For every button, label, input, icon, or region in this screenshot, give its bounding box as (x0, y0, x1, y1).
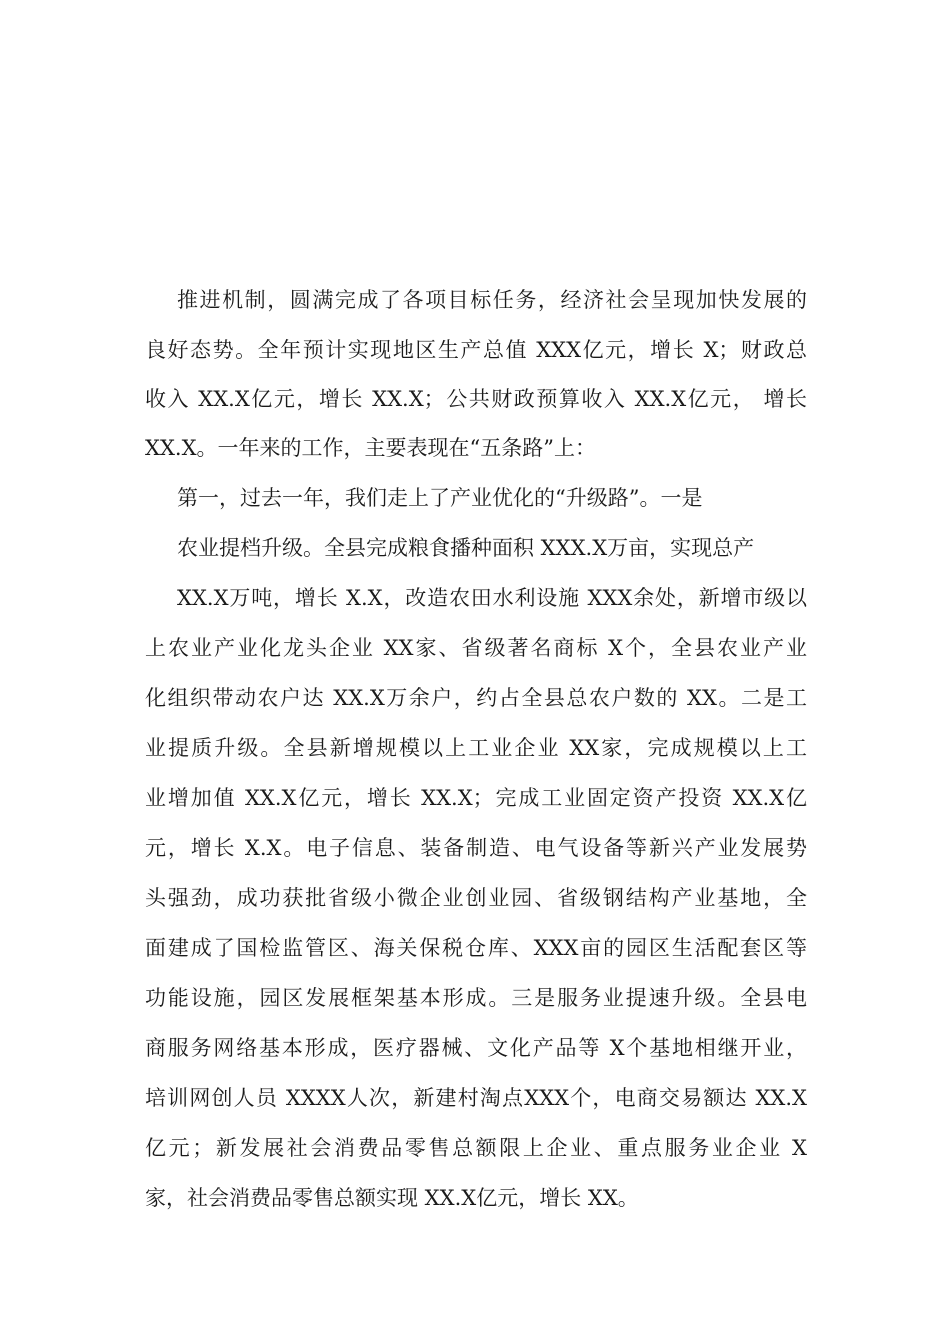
paragraph-line: 收入 XX.X亿元，增长 XX.X；公共财政预算收入 XX.X亿元， 增长 (145, 387, 807, 411)
paragraph-line: 化组织带动农户达 XX.X万余户，约占全县总农户数的 XX。二是工 (145, 686, 807, 710)
paragraph-line: XX.X。一年来的工作，主要表现在“五条路”上： (145, 436, 596, 460)
paragraph-line: 元，增长 X.X。电子信息、装备制造、电气设备等新兴产业发展势 (145, 836, 807, 860)
paragraph-line: 第一，过去一年，我们走上了产业优化的“升级路”。一是 (177, 486, 703, 510)
paragraph-line: 亿元；新发展社会消费品零售总额限上企业、重点服务业企业 X (145, 1136, 807, 1160)
paragraph-line: 上农业产业化龙头企业 XX家、省级著名商标 X个，全县农业产业 (145, 636, 807, 660)
paragraph-line: 业提质升级。全县新增规模以上工业企业 XX家，完成规模以上工 (145, 736, 807, 760)
paragraph-line: 良好态势。全年预计实现地区生产总值 XXX亿元，增长 X；财政总 (145, 338, 807, 362)
paragraph-line: 面建成了国检监管区、海关保税仓库、XXX亩的园区生活配套区等 (145, 936, 807, 960)
paragraph-line: 培训网创人员 XXXX人次，新建村淘点XXX个，电商交易额达 XX.X (145, 1086, 807, 1110)
paragraph-line: XX.X万吨，增长 X.X，改造农田水利设施 XXX余处，新增市级以 (177, 586, 807, 610)
paragraph-line: 商服务网络基本形成，医疗器械、文化产品等 X个基地相继开业， (145, 1036, 807, 1060)
paragraph-line: 头强劲，成功获批省级小微企业创业园、省级钢结构产业基地，全 (145, 886, 807, 910)
paragraph-line: 农业提档升级。全县完成粮食播种面积 XXX.X万亩，实现总产 (177, 536, 755, 560)
paragraph-line: 家，社会消费品零售总额实现 XX.X亿元，增长 XX。 (145, 1186, 639, 1210)
paragraph-line: 业增加值 XX.X亿元，增长 XX.X；完成工业固定资产投资 XX.X亿 (145, 786, 807, 810)
paragraph-line: 功能设施，园区发展框架基本形成。三是服务业提速升级。全县电 (145, 986, 807, 1010)
paragraph-line: 推进机制，圆满完成了各项目标任务，经济社会呈现加快发展的 (177, 288, 807, 312)
